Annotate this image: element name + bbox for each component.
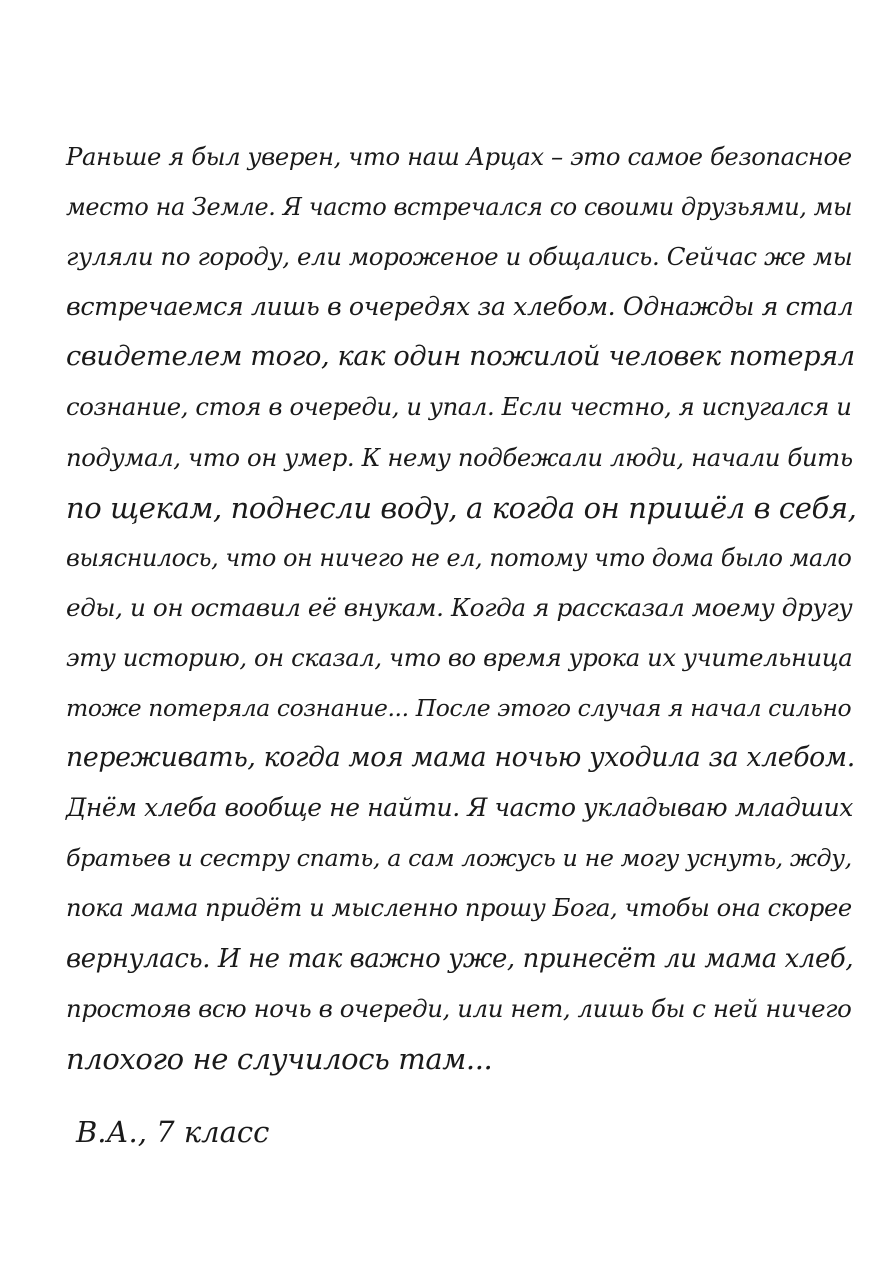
story-line: простояв всю ночь в очереди, или нет, лишь бы с ней ничего <box>66 993 852 1023</box>
story-line: братьев и сестру спать, а сам ложусь и не могу уснуть, жду, <box>66 844 852 873</box>
story-line: переживать, когда моя мама ночью уходила за хлебом. <box>66 742 855 774</box>
story-text <box>66 132 856 1084</box>
story-line: подумал, что он умер. К нему подбежали люди, начали бить <box>66 442 853 472</box>
story-line: Днём хлеба вообще не найти. Я часто укладываю младших <box>66 793 853 823</box>
story-line: место на Земле. Я часто встречался со своими друзьями, мы <box>66 193 853 222</box>
story-line: еды, и он оставил её внукам. Когда я рассказал моему другу <box>66 592 853 622</box>
story-line: плохого не случилось там... <box>66 1041 493 1076</box>
story-line: сознание, стоя в очереди, и упал. Если честно, я испугался и <box>66 392 852 422</box>
story-line: пока мама придёт и мысленно прошу Бога, чтобы она скорее <box>66 894 852 923</box>
story-line: гуляли по городу, ели мороженое и общались. Сейчас же мы <box>66 242 853 272</box>
author-signature: В.А., 7 класс <box>76 1115 270 1149</box>
story-line: эту историю, он сказал, что во время урока их учительница <box>66 642 853 672</box>
story-line: вернулась. И не так важно уже, принесёт ли мама хлеб, <box>66 943 854 974</box>
story-line: по щекам, поднесли воду, а когда он пришёл в себя, <box>66 490 857 525</box>
story-line: свидетелем того, как один пожилой человек потерял <box>66 341 855 373</box>
story-line: тоже потеряла сознание... После этого случая я начал сильно <box>66 694 852 723</box>
story-line: Раньше я был уверен, что наш Арцах – это самое безопасное <box>66 142 852 171</box>
story-line: выяснилось, что он ничего не ел, потому что дома было мало <box>66 543 852 572</box>
story-line: встречаемся лишь в очередях за хлебом. Однажды я стал <box>66 292 854 322</box>
